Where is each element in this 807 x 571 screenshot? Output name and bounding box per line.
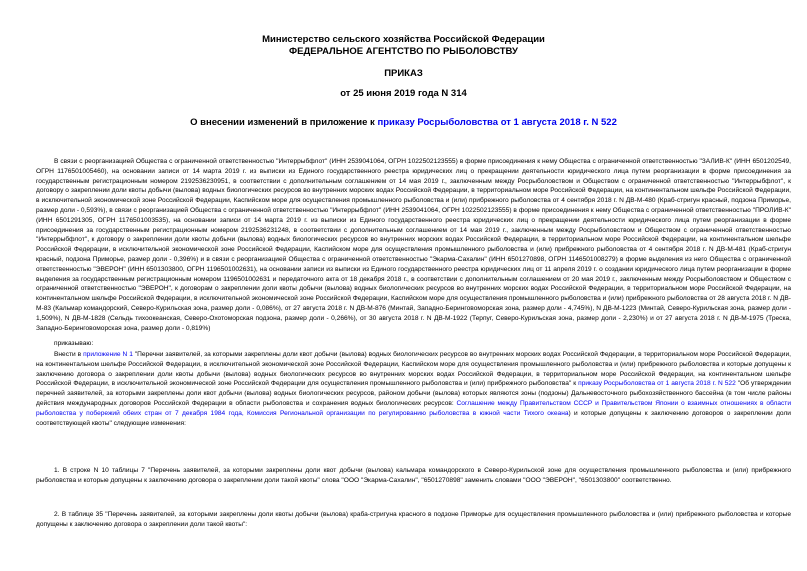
appendix-link[interactable]: приложение N 1 bbox=[83, 351, 133, 358]
subject-prefix: О внесении изменений в приложение к bbox=[190, 117, 378, 128]
order-word-text: приказываю: bbox=[54, 340, 94, 347]
item-2-text: 2. В таблице 35 "Перечень заявителей, за которыми закреплены доли квоты добычи (вылова) краба-стригуна красного в подзоне Приморье для осуществления промышленного рыболовства и (или) прибрежного рыболовства и которые допущены к заключению договора о закреплении доли такой квоты": bbox=[36, 511, 791, 528]
agreement-link[interactable]: Соглашение между Правительством СССР и Правительством Японии о взаимных отношениях в области рыболовства у побережий обеих стран от 7 декабря 1984 года, Комиссия Региональной организации по регулированию рыболовства в южной части Тихого океана bbox=[36, 399, 792, 417]
order-paragraph bbox=[36, 350, 791, 428]
doc-date: от 25 июня 2019 года N 314 bbox=[340, 88, 467, 99]
preamble-paragraph: В связи с реорганизацией Общества с ограниченной ответственностью "Интеррыбфлот" (ИНН 2539041064, ОГРН 1022502123555) в форме присоединения к нему Общества с ограниченной ответственностью "ЗАЛИВ-К" (ИНН 6501202549, ОГРН 1176501005460), на основании записи от 14 марта 2019 г. из выписки из Единого государственного реестра юридических лиц о прекращении деятельности юридического лица путем реорганизации в форме присоединения за государственным регистрационным номером 2192536230951, в соответствии с дополнительным соглашением от 14 мая 2019 г., заключенным между Росрыболовством и Обществом с ограниченной ответственностью "Интеррыбфлот", к договору о закреплении доли квоты добычи (вылова) водных биологических ресурсов во внутренних морских водах Российской Федерации, в территориальном море Российской Федерации, на континентальном шельфе Российской Федерации, в исключительной экономической зоне Российской Федерации, Каспийском море для осуществления промышленного рыболовства и (или) прибрежного рыболовства от 4 сентября 2018 г. N ДВ-М-480 (Краб-стригун красный, подзона Приморье, размер доли - 0,593%), в связи с реорганизацией Общества с ограниченной ответственностью "Интеррыбфлот" (ИНН 2539041064, ОГРН 1022502123555) в форме присоединения к нему Общества с ограниченной ответственностью "ПРОЛИВ-К" (ИНН 6501291305, ОГРН 1176501003535), на основании записи от 14 марта 2019 г. из выписки из Единого государственного реестра юридических лиц о прекращении деятельности юридического лица путем реорганизации в форме присоединения за государственным регистрационным номером 2192536231248, в соответствии с дополнительным соглашением от 14 мая 2019 г., заключенным между Росрыболовством и Обществом с ограниченной ответственностью "Интеррыбфлот", к договору о закреплении доли квоты добычи (вылова) водных биологических ресурсов во внутренних морских водах Российской Федерации, в территориальном море Российской Федерации, на континентальном шельфе Российской Федерации, в исключительной экономической зоне Российской Федерации, Каспийском море для осуществления промышленного рыболовства и (или) прибрежного рыболовства от 4 сентября 2018 г. N ДВ-М-481 (Краб-стригун красный, подзона Приморье, размер доли - 0,396%) и в связи с реорганизацией Общества с ограниченной ответственностью "Экарма-Сахалин" (ИНН 6501270898, ОГРН 1146501008279) в форме выделения из него Общества с ограниченной ответственностью "ЭВЕРОН" (ИНН 6501303800, ОГРН 1196501002631), на основании записи из выписки из Единого государственного реестра юридических лиц от 11 апреля 2019 г. о создании юридического лица путем реорганизации в форме выделения за государственным регистрационным номером 1196501002631 и передаточного акта от 18 декабря 2018 г., в соответствии с дополнительным соглашением от 20 мая 2019 г., заключенным между Росрыболовством и Обществом с ограниченной ответственностью "ЭВЕРОН", к договорам о закреплении доли квоты добычи (вылова) водных биологических ресурсов во внутренних морских водах Российской Федерации, в территориальном море Российской Федерации, на континентальном шельфе Российской Федерации, в исключительной экономической зоне Российской Федерации, Каспийском море для осуществления промышленного рыболовства и (или) прибрежного рыболовства от 28 августа 2018 г. N ДВ-М-83 (Кальмар командорский, Северо-Курильская зона, размер доли - 0,086%), от 27 августа 2018 г. N ДВ-М-876 (Минтай, Западно-Беринговоморская зона, размер доли - 4,745%), N ДВ-М-1223 (Минтай, Северо-Курильская зона, размер доли - 1,509%), N ДВ-М-1828 (Сельдь тихоокеанская, Северо-Охотоморская подзона, размер доли - 0,266%), от 30 августа 2018 г. N ДВ-М-1922 (Терпуг, Северо-Курильская зона, размер доли - 2,230%) и от 27 августа 2018 г. N ДВ-М-1975 (Треска, Западно-Беринговоморская зона, размер доли - 0,819%) bbox=[36, 158, 791, 332]
doc-type: ПРИКАЗ bbox=[384, 68, 423, 79]
ministry-title: Министерство сельского хозяйства Российской Федерации bbox=[262, 34, 545, 45]
item-2 bbox=[36, 510, 791, 530]
doc-subject bbox=[0, 117, 807, 129]
item-1 bbox=[36, 466, 791, 486]
order-link[interactable]: приказу Росрыболовства от 1 августа 2018 г. N 522 bbox=[578, 380, 736, 388]
agency-title: ФЕДЕРАЛЬНОЕ АГЕНТСТВО ПО РЫБОЛОВСТВУ bbox=[289, 46, 518, 57]
order-intro: Внести в bbox=[54, 351, 84, 358]
subject-order-link[interactable]: приказу Росрыболовства от 1 августа 2018 г. N 522 bbox=[377, 117, 617, 128]
order-quote-2: "Об утверждении перечней заявителей, за которыми закреплены доли квот добычи (вылова) водных биологических ресурсов, районом добычи (вылова) которых являются зоны (подзоны) Дальневосточного рыбохозяйственного бассейна (в том числе районы действия международных договоров Российской Федерации в области рыболовства и сохранения водных биологических ресурсов: bbox=[36, 380, 791, 407]
order-quote-1: "Перечни заявителей, за которыми закреплены доли квот добычи (вылова) водных биологических ресурсов во внутренних морских водах Российской Федерации, в территориальном море Российской Федерации, на континентальном шельфе Российской Федерации, в исключительной экономической зоне Российской Федерации, Каспийском море для осуществления промышленного рыболовства и (или) прибрежного рыболовства и которые допущены к заключению договора о закреплении доли квоты добычи (вылова) водных биологических ресурсов во внутренних морских водах Российской Федерации, в территориальном море Российской Федерации, на континентальном шельфе Российской Федерации, в исключительной экономической зоне Российской Федерации для осуществления промышленного рыболовства и (или) прибрежного рыболовства" к bbox=[36, 351, 791, 388]
item-1-text: 1. В строке N 10 таблицы 7 "Перечень заявителей, за которыми закреплены доли квот добычи (вылова) кальмара командорского в Северо-Курильской зоне для осуществления промышленного рыболовства и (или) прибрежного рыболовства и которые допущены к заключению договора о закреплении доли такой квоты" слова "ООО "Экарма-Сахалин", "6501270898" заменить словами "ООО "ЭВЕРОН", "6501303800" соответственно. bbox=[36, 467, 791, 484]
order-word bbox=[36, 339, 791, 349]
order-body bbox=[36, 350, 791, 428]
order-quote-3: ) и которые допущены к заключению договоров о закреплении доли соответствующей квоты" следующие изменения: bbox=[36, 409, 791, 427]
preamble bbox=[36, 157, 791, 333]
